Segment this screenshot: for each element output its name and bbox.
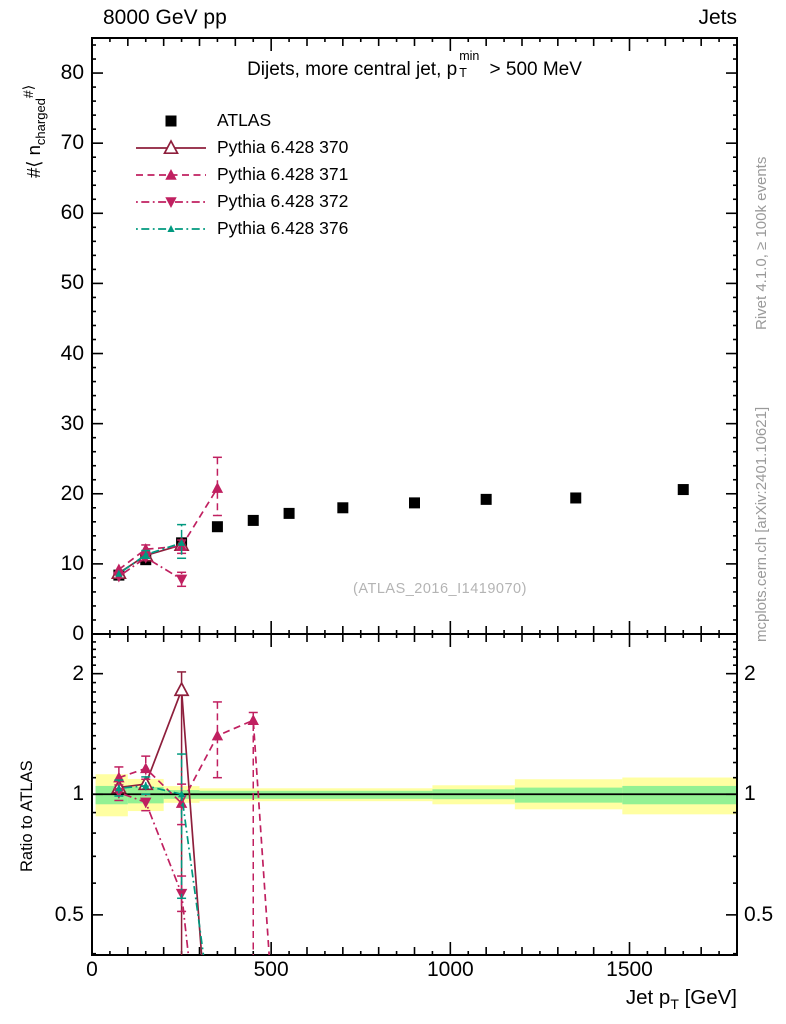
data-point — [409, 497, 420, 508]
series-line — [119, 793, 202, 1024]
data-point — [212, 730, 223, 741]
legend-marker-triangle-small — [134, 220, 208, 238]
data-point — [166, 115, 177, 126]
ylab-sub: charged — [32, 98, 48, 146]
pt-subsup-stack — [457, 49, 484, 80]
ylab-prefix: #⟨ n — [23, 145, 45, 178]
y-tick-label-ratio-left: 1 — [72, 782, 84, 806]
data-point — [212, 521, 223, 532]
xlab-sub: T — [670, 996, 679, 1013]
x-axis-label — [626, 986, 737, 1012]
beam-energy-label: 8000 GeV pp — [103, 6, 227, 29]
legend-marker-triangle-down — [134, 193, 208, 211]
series-line — [119, 488, 218, 569]
legend — [134, 107, 348, 242]
legend-marker-triangle-up — [134, 166, 208, 184]
data-point — [570, 492, 581, 503]
legend-marker-square — [134, 112, 208, 130]
data-point — [337, 502, 348, 513]
ratio-uncertainty-bands — [96, 774, 737, 816]
data-point — [248, 515, 259, 526]
y-tick-label-main: 60 — [60, 201, 84, 225]
x-tick-label: 0 — [86, 958, 98, 981]
x-tick-label: 500 — [253, 958, 289, 981]
plot-title — [92, 49, 737, 81]
data-point — [175, 683, 188, 695]
plot-title-suffix: > 500 MeV — [484, 59, 582, 80]
y-tick-label-main: 30 — [60, 411, 84, 435]
series-line — [119, 786, 218, 1024]
legend-label: Pythia 6.428 370 — [217, 137, 349, 157]
plot-title-text: Dijets, more central jet, p — [247, 59, 458, 80]
y-tick-label-ratio-right: 2 — [744, 661, 756, 685]
legend-row — [134, 188, 348, 215]
ylab-suffix: #⟩ — [20, 84, 36, 99]
y-tick-label-main: 40 — [60, 341, 84, 365]
series-line — [119, 690, 211, 1024]
rivet-version-note: Rivet 4.1.0, ≥ 100k events — [753, 156, 770, 330]
mcplots-arxiv-note: mcplots.cern.ch [arXiv:2401.10621] — [753, 406, 770, 642]
data-point — [165, 141, 178, 153]
legend-row — [134, 215, 348, 242]
y-tick-label-ratio-right: 1 — [744, 782, 756, 806]
y-tick-label-main: 0 — [72, 622, 84, 645]
x-tick-label: 1500 — [606, 958, 653, 981]
legend-label: Pythia 6.428 371 — [217, 164, 349, 184]
y-tick-label-ratio-right: 0.5 — [744, 902, 774, 926]
data-point — [481, 494, 492, 505]
legend-marker-triangle-open — [134, 139, 208, 157]
xlab-prefix: Jet p — [625, 986, 671, 1009]
data-point — [140, 762, 151, 773]
legend-row — [134, 107, 348, 134]
legend-label: Pythia 6.428 372 — [217, 191, 349, 211]
main-panel-series — [112, 457, 688, 586]
y-axis-label-ratio: Ratio to ATLAS — [18, 760, 36, 872]
y-tick-label-main: 50 — [60, 271, 84, 295]
pt-sub: T — [459, 66, 467, 80]
legend-row — [134, 161, 348, 188]
x-tick-label: 1000 — [426, 958, 474, 981]
data-point — [212, 482, 223, 493]
data-point — [248, 714, 259, 725]
y-tick-label-main: 70 — [60, 131, 84, 155]
legend-label: ATLAS — [217, 110, 272, 130]
y-tick-label-main: 10 — [60, 551, 84, 575]
y-tick-label-main: 20 — [60, 481, 84, 505]
legend-row — [134, 134, 348, 161]
analysis-id-watermark: (ATLAS_2016_I1419070) — [353, 581, 527, 597]
y-tick-label-main: 80 — [60, 61, 84, 85]
legend-label: Pythia 6.428 376 — [217, 218, 349, 238]
data-point — [678, 484, 689, 495]
pt-sup: min — [459, 49, 480, 63]
analysis-category-label: Jets — [698, 6, 737, 29]
y-tick-label-ratio-left: 2 — [72, 661, 84, 685]
xlab-suffix: [GeV] — [678, 986, 737, 1009]
y-tick-label-ratio-left: 0.5 — [54, 902, 84, 926]
data-point — [167, 225, 174, 232]
data-point — [284, 508, 295, 519]
